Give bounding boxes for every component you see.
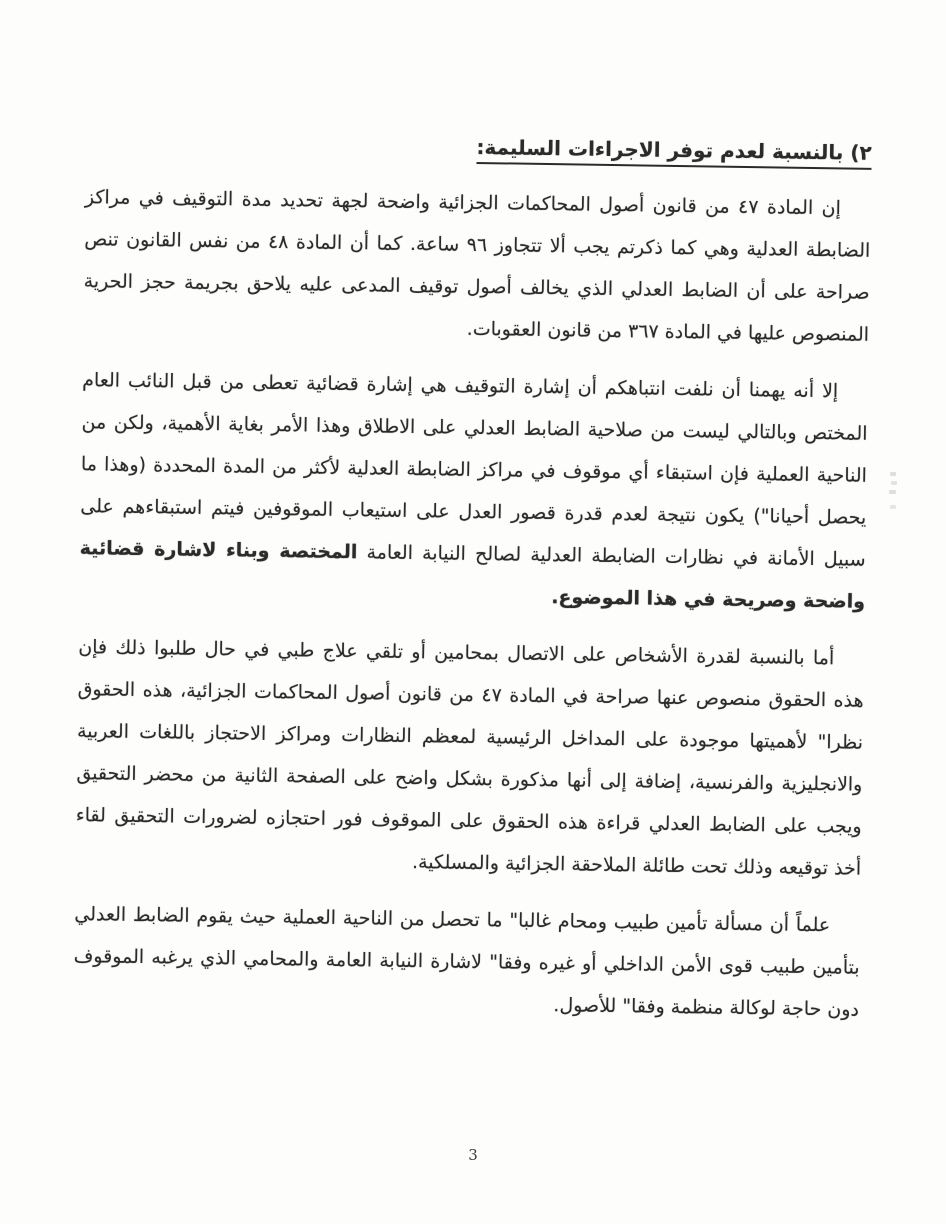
scan-artifact [890, 505, 896, 509]
paragraph-detention-duration: إن المادة ٤٧ من قانون أصول المحاكمات الجزائية واضحة لجهة تحديد مدة التوقيف في مراكز الضابطة العدلية وهي كما ذكرتم يجب ألا تتجاوز ٩٦ ساعة. كما أن المادة ٤٨ من نفس القانون تنص صراحة على أن الضابط العدلي الذي يخالف أصول توقيف المدعى عليه يلاحق بجريمة حجز الحرية المنصوص عليها في المادة ٣٦٧ من قانون العقوبات. [83, 186, 871, 346]
paragraph-detention-order [79, 359, 869, 623]
scan-artifact [891, 481, 897, 485]
section-heading [86, 124, 872, 170]
scan-artifact [889, 490, 896, 494]
paragraph-rights-of-detainees: أما بالنسبة لقدرة الأشخاص على الاتصال بمحامين أو تلقي علاج طبي في حال طلبوا ذلك فإن هذه الحقوق منصوص عنها صراحة في المادة ٤٧ من قانون أصول المحاكمات الجزائية، هذه الحقوق نظرا" لأهميتها موجودة على المداخل الرئيسية لمعظم النظارات ومراكز الاحتجاز باللغات العربية والانجليزية والفرنسية، إضافة إلى أنها مذكورة بشكل واضح على الصفحة الثانية من محضر التحقيق ويجب على الضابط العدلي قراءة هذه الحقوق على الموقوف فور احتجازه لضرورات التحقيق لقاء أخذ توقيعه وذلك تحت طائلة الملاحقة الجزائية والمسلكية. [75, 636, 864, 880]
paragraph-doctor-lawyer-provision: علماً أن مسألة تأمين طبيب ومحام غالبا" ما تحصل من الناحية العملية حيث يقوم الضابط العدلي بتأمين طبيب قوى الأمن الداخلي أو غيره وفقا" لاشارة النيابة العامة والمحامي الذي يرغبه الموقوف دون حاجة لوكالة منظمة وفقا" للأصول. [73, 903, 860, 1021]
scan-artifact [890, 472, 896, 476]
paragraph-detention-order-bold-text: المختصة وبناء لاشارة قضائية واضحة وصريحة في هذا الموضوع. [79, 537, 866, 613]
document-text-block [73, 124, 872, 1046]
section-heading-text: ٢) بالنسبة لعدم توفر الاجراءات السليمة: [476, 135, 872, 170]
page-number: 3 [468, 1146, 478, 1164]
paragraph-detention-order-text: إلا أنه يهمنا أن نلفت انتباهكم أن إشارة التوقيف هي إشارة قضائية تعطى من قبل النائب العام المختص وبالتالي ليست من صلاحية الضابط العدلي على الاطلاق وهذا الأمر بغاية الأهمية، ولكن من الناحية العملية فإن استبقاء أي موقوف في مراكز الضابطة العدلية لأكثر من المدة المحددة (وهذا ما يحصل أحيانا") يكون نتيجة لعدم قدرة قصور العدل على استيعاب الموقوفين فيتم استبقاءهم على سبيل الأمانة في نظارات الضابطة العدلية لصالح النيابة العامة [80, 369, 868, 571]
